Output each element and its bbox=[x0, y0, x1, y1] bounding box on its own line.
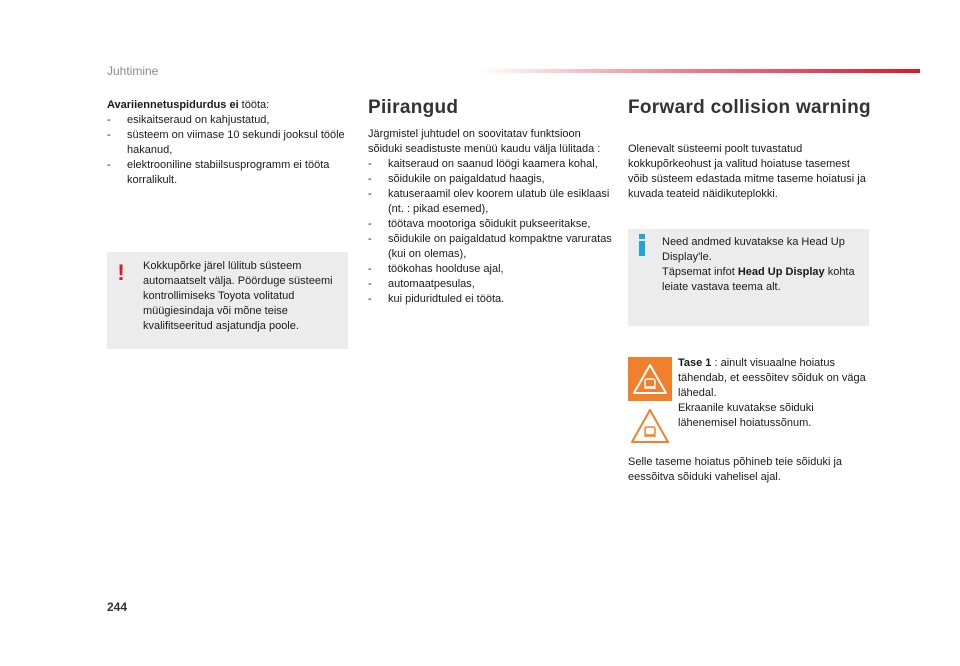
col1-intro: Avariiennetuspidurdus ei tööta: bbox=[107, 99, 270, 111]
page-number: 244 bbox=[107, 600, 128, 614]
list-item: - elektrooniline stabiilsusprogramm ei tööta korralikult. bbox=[107, 159, 330, 186]
list-item: - sõidukile on paigaldatud haagis, bbox=[368, 173, 545, 185]
list-item: - esikaitseraud on kahjustatud, bbox=[107, 114, 270, 126]
list-item: - kaitseraud on saanud löögi kaamera kohal, bbox=[368, 158, 598, 170]
col1-text bbox=[107, 98, 347, 188]
level1-text: Tase 1 : ainult visuaalne hoiatus tähendab, et eessõitev sõiduk on väga lähedal. Ekraanile kuvatakse sõiduki lähenemisel hoiatussõnum. bbox=[678, 357, 866, 429]
col2-text bbox=[368, 127, 613, 307]
fcw-title: Forward collision warning bbox=[628, 97, 871, 118]
col2-intro: Järgmistel juhtudel on soovitatav funktsioon sõiduki seadistuste menüü kaudu välja lülitada : bbox=[368, 128, 601, 155]
col1-list bbox=[107, 113, 347, 188]
list-item: - sõidukile on paigaldatud kompaktne varuratas (kui on olemas), bbox=[368, 233, 612, 260]
info-box-text: Need andmed kuvatakse ka Head Up Display'le. Täpsemat infot Head Up Display kohta leiate vastava teema alt. bbox=[662, 236, 855, 293]
header-accent-bar bbox=[480, 69, 920, 73]
list-item: - töötava mootoriga sõidukit pukseeritakse, bbox=[368, 218, 591, 230]
list-item: - katuseraamil olev koorem ulatub üle esiklaasi (nt. : pikad esemed), bbox=[368, 188, 610, 215]
warning-box-text: Kokkupõrke järel lülitub süsteem automaatselt välja. Pöörduge süsteemi kontrollimiseks Toyota volitatud müügiesindaja või mõne teise kvalifitseeritud asjatundja poole. bbox=[143, 260, 333, 332]
list-item: - süsteem on viimase 10 sekundi jooksul tööle hakanud, bbox=[107, 129, 345, 156]
section-title: Juhtimine bbox=[107, 64, 159, 78]
list-item: - töökohas hoolduse ajal, bbox=[368, 263, 504, 275]
fcw-intro: Olenevalt süsteemi poolt tuvastatud kokkupõrkeohust ja valitud hoiatuse tasemest võib süsteem edastada mitme taseme hoiatusi ja kuvada teateid näidikuteplokki. bbox=[628, 143, 866, 200]
collision-warning-filled-icon bbox=[628, 357, 672, 401]
collision-warning-outline-icon bbox=[628, 404, 672, 448]
warning-exclamation-icon: ! bbox=[117, 260, 125, 285]
list-item: - automaatpesulas, bbox=[368, 278, 475, 290]
info-icon bbox=[637, 234, 647, 256]
col2-list bbox=[368, 157, 613, 307]
fcw-outro: Selle taseme hoiatus põhineb teie sõiduki ja eessõitva sõiduki vahelisel ajal. bbox=[628, 456, 843, 483]
limitations-title: Piirangud bbox=[368, 97, 459, 118]
list-item: - kui piduridtuled ei tööta. bbox=[368, 293, 505, 305]
